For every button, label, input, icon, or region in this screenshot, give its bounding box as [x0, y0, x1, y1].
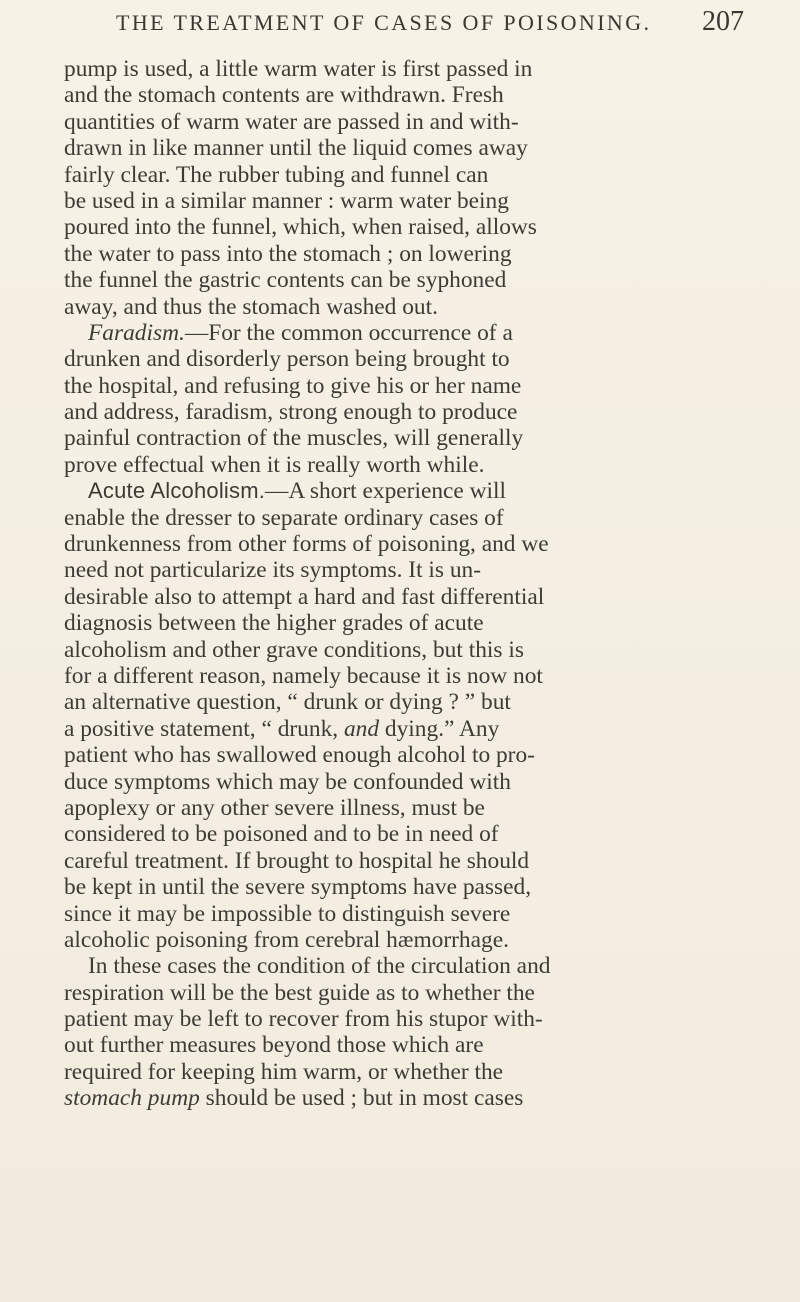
text-line: and the stomach contents are withdrawn. Fresh	[64, 82, 504, 109]
text-fragment: a positive statement, “ drunk,	[64, 715, 344, 742]
faradism-heading: Faradism.	[88, 319, 185, 346]
text-fragment: dying.” Any	[379, 715, 500, 742]
text-line: out further measures beyond those which are	[64, 1032, 484, 1059]
emphasis-and: and	[343, 715, 380, 742]
circulation-paragraph-start: In these cases the condition of the circulation and	[88, 953, 551, 980]
text-line: and address, faradism, strong enough to produce	[64, 399, 518, 426]
text-line: away, and thus the stomach washed out.	[64, 293, 438, 320]
text-line: be used in a similar manner : warm water being	[64, 187, 509, 214]
text-line: desirable also to attempt a hard and fast differential	[64, 583, 545, 610]
text-line: drunkenness from other forms of poisoning, and we	[64, 531, 549, 558]
text-line: enable the dresser to separate ordinary cases of	[64, 504, 504, 531]
text-line: fairly clear. The rubber tubing and funnel can	[64, 161, 489, 188]
emphasis-stomach-pump: stomach pump	[64, 1085, 200, 1112]
text-line	[64, 716, 800, 742]
text-line	[64, 1085, 800, 1111]
text-line: for a different reason, namely because it is now not	[64, 662, 543, 689]
faradism-lead-text: —For the common occurrence of a	[184, 319, 513, 346]
text-line: patient who has swallowed enough alcohol to pro-	[64, 742, 535, 769]
text-line: since it may be impossible to distinguish severe	[64, 900, 511, 927]
text-line: careful treatment. If brought to hospital he should	[64, 847, 530, 874]
body-text	[64, 56, 800, 1112]
faradism-paragraph-start	[64, 320, 800, 346]
text-line: alcoholism and other grave conditions, but this is	[64, 636, 524, 663]
text-line: considered to be poisoned and to be in need of	[64, 821, 499, 848]
text-line: an alternative question, “ drunk or dying ? ” but	[64, 689, 511, 716]
text-line: required for keeping him warm, or whether the	[64, 1058, 504, 1085]
running-title: THE TREATMENT OF CASES OF POISONING.	[116, 10, 652, 35]
alcoholism-lead-text: —A short experience will	[265, 478, 507, 505]
text-line: the funnel the gastric contents can be syphoned	[64, 267, 507, 294]
text-line: prove effectual when it is really worth while.	[64, 451, 485, 478]
text-line: apoplexy or any other severe illness, must be	[64, 794, 485, 821]
page-number: 207	[702, 6, 744, 37]
text-line: need not particularize its symptoms. It is un-	[64, 557, 482, 584]
text-line: pump is used, a little warm water is first passed in	[64, 56, 533, 82]
text-line: poured into the funnel, which, when raised, allows	[64, 214, 537, 241]
text-line: the hospital, and refusing to give his or her name	[64, 372, 522, 399]
text-line: patient may be left to recover from his stupor with-	[64, 1006, 543, 1033]
alcoholism-paragraph-start	[64, 478, 800, 504]
text-line: respiration will be the best guide as to whether the	[64, 979, 535, 1006]
text-line: be kept in until the severe symptoms have passed,	[64, 874, 532, 901]
text-line: quantities of warm water are passed in and with-	[64, 108, 519, 135]
text-line: drawn in like manner until the liquid comes away	[64, 135, 528, 162]
running-header	[0, 4, 800, 44]
acute-alcoholism-heading: Acute Alcoholism.	[88, 478, 266, 504]
text-fragment: should be used ; but in most cases	[199, 1085, 524, 1112]
text-line: the water to pass into the stomach ; on lowering	[64, 240, 512, 267]
text-line: duce symptoms which may be confounded with	[64, 768, 511, 795]
text-line: alcoholic poisoning from cerebral hæmorrhage.	[64, 926, 509, 953]
text-line: drunken and disorderly person being brought to	[64, 346, 510, 373]
text-line: painful contraction of the muscles, will generally	[64, 425, 524, 452]
text-line: diagnosis between the higher grades of acute	[64, 610, 484, 637]
